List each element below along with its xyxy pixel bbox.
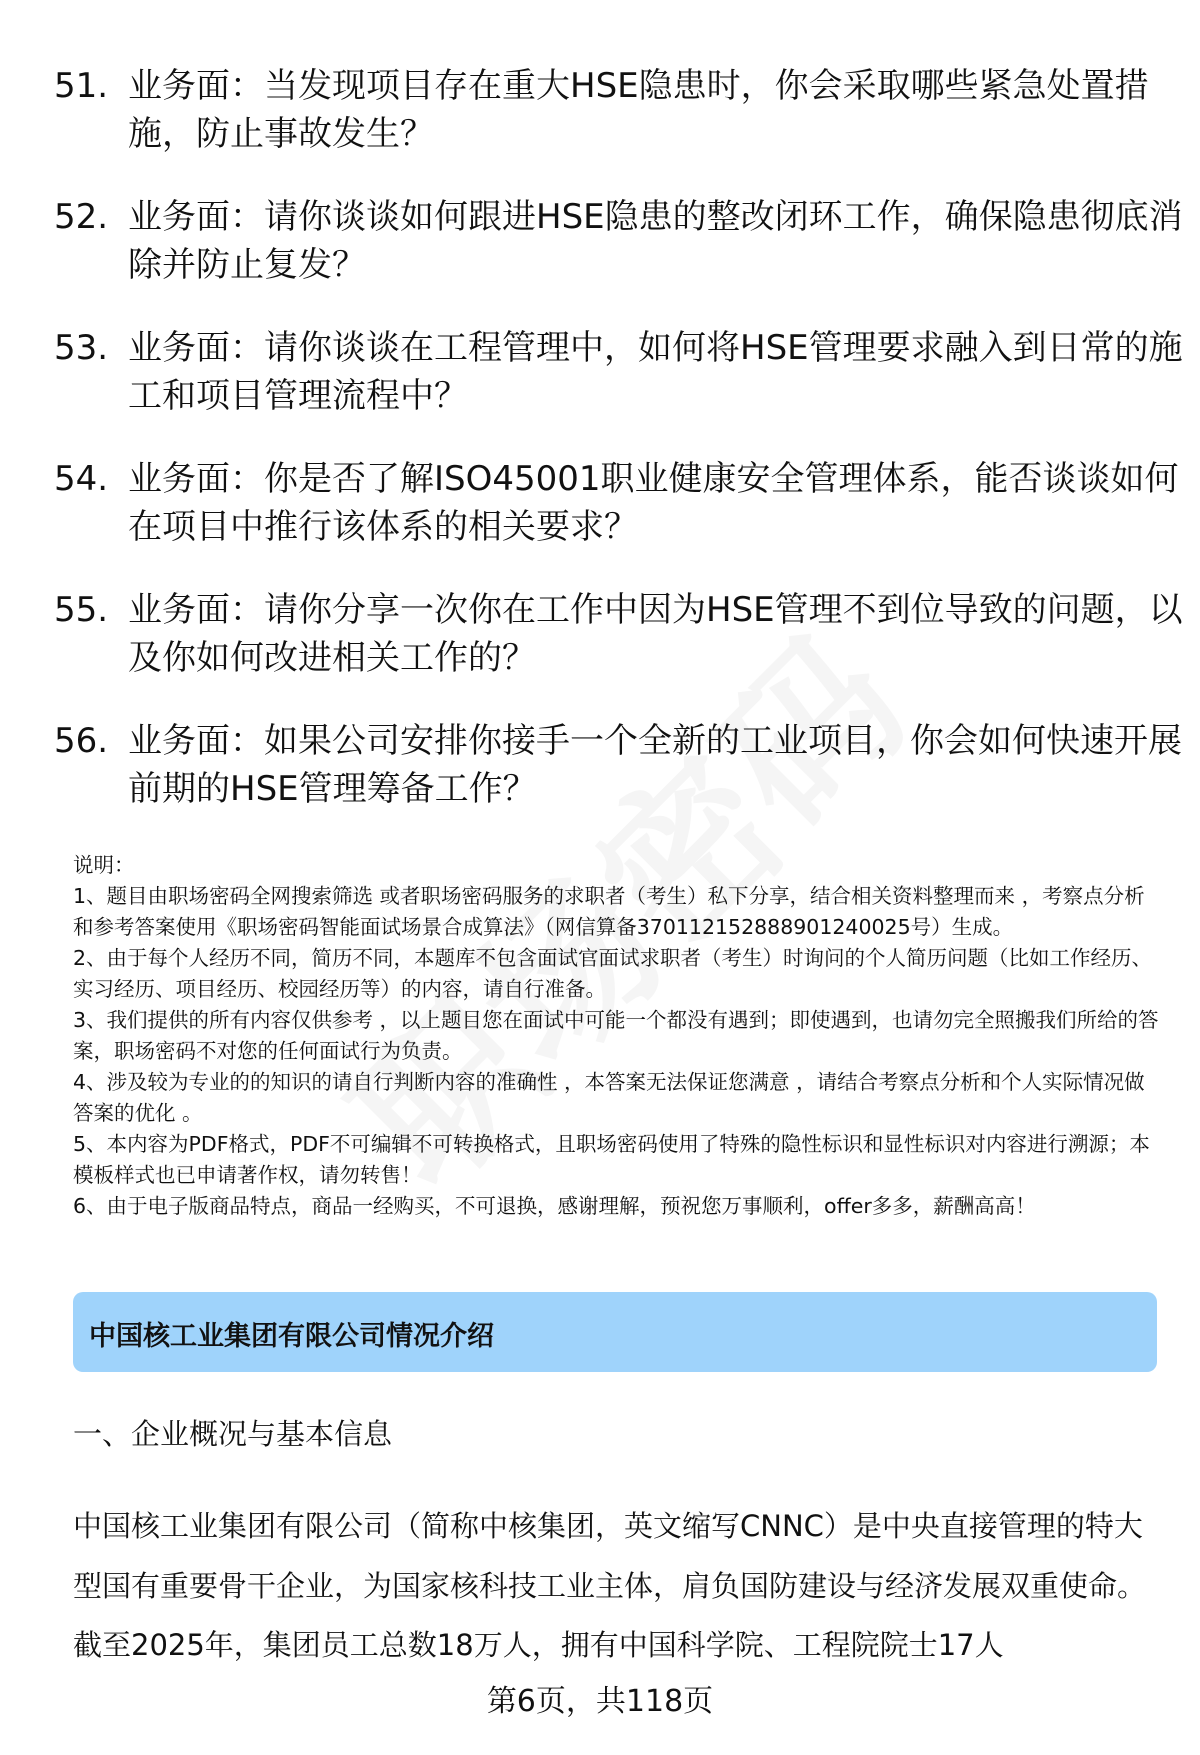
note-item: 4、涉及较为专业的的知识的请自行判断内容的准确性 ，本答案无法保证您满意 ，请结合考察点分析和个人实际情况做答案的优化 。 [73,1070,1145,1125]
page-number: 第6页，共118页 [486,1684,714,1719]
note-item: 1、题目由职场密码全网搜索筛选 或者职场密码服务的求职者（考生）私下分享，结合相关资料整理而来 ，考察点分析和参考答案使用《职场密码智能面试场景合成算法》（网信算备370112152888901240025号）生成。 [73,884,1145,939]
notes-title: 说明： [73,853,135,877]
note-item: 3、我们提供的所有内容仅供参考 ，以上题目您在面试中可能一个都没有遇到；即使遇到，也请勿完全照搬我们所给的答案，职场密码不对您的任何面试行为负责。 [73,1008,1159,1063]
company-paragraph: 中国核工业集团有限公司（简称中核集团，英文缩写CNNC）是中央直接管理的特大型国有重要骨干企业，为国家核科技工业主体，肩负国防建设与经济发展双重使命。截至2025年，集团员工总数18万人，拥有中国科学院、工程院院士17人 [73,1509,1147,1662]
section-heading: 一、企业概况与基本信息 [73,1417,393,1451]
section-banner [73,1292,1157,1372]
note-item: 2、由于每个人经历不同，简历不同，本题库不包含面试官面试求职者（考生）时询问的个人简历问题（比如工作经历、实习经历、项目经历、校园经历等）的内容，请自行准备。 [73,946,1153,1001]
notes-section [73,850,1163,1222]
note-item: 5、本内容为PDF格式，PDF不可编辑不可转换格式，且职场密码使用了特殊的隐性标识和显性标识对内容进行溯源；本模板样式也已申请著作权，请勿转售！ [73,1132,1150,1187]
note-item: 6、由于电子版商品特点，商品一经购买，不可退换，感谢理解，预祝您万事顺利，offer多多，薪酬高高！ [73,1194,1036,1218]
banner-title: 中国核工业集团有限公司情况介绍 [89,1321,494,1352]
